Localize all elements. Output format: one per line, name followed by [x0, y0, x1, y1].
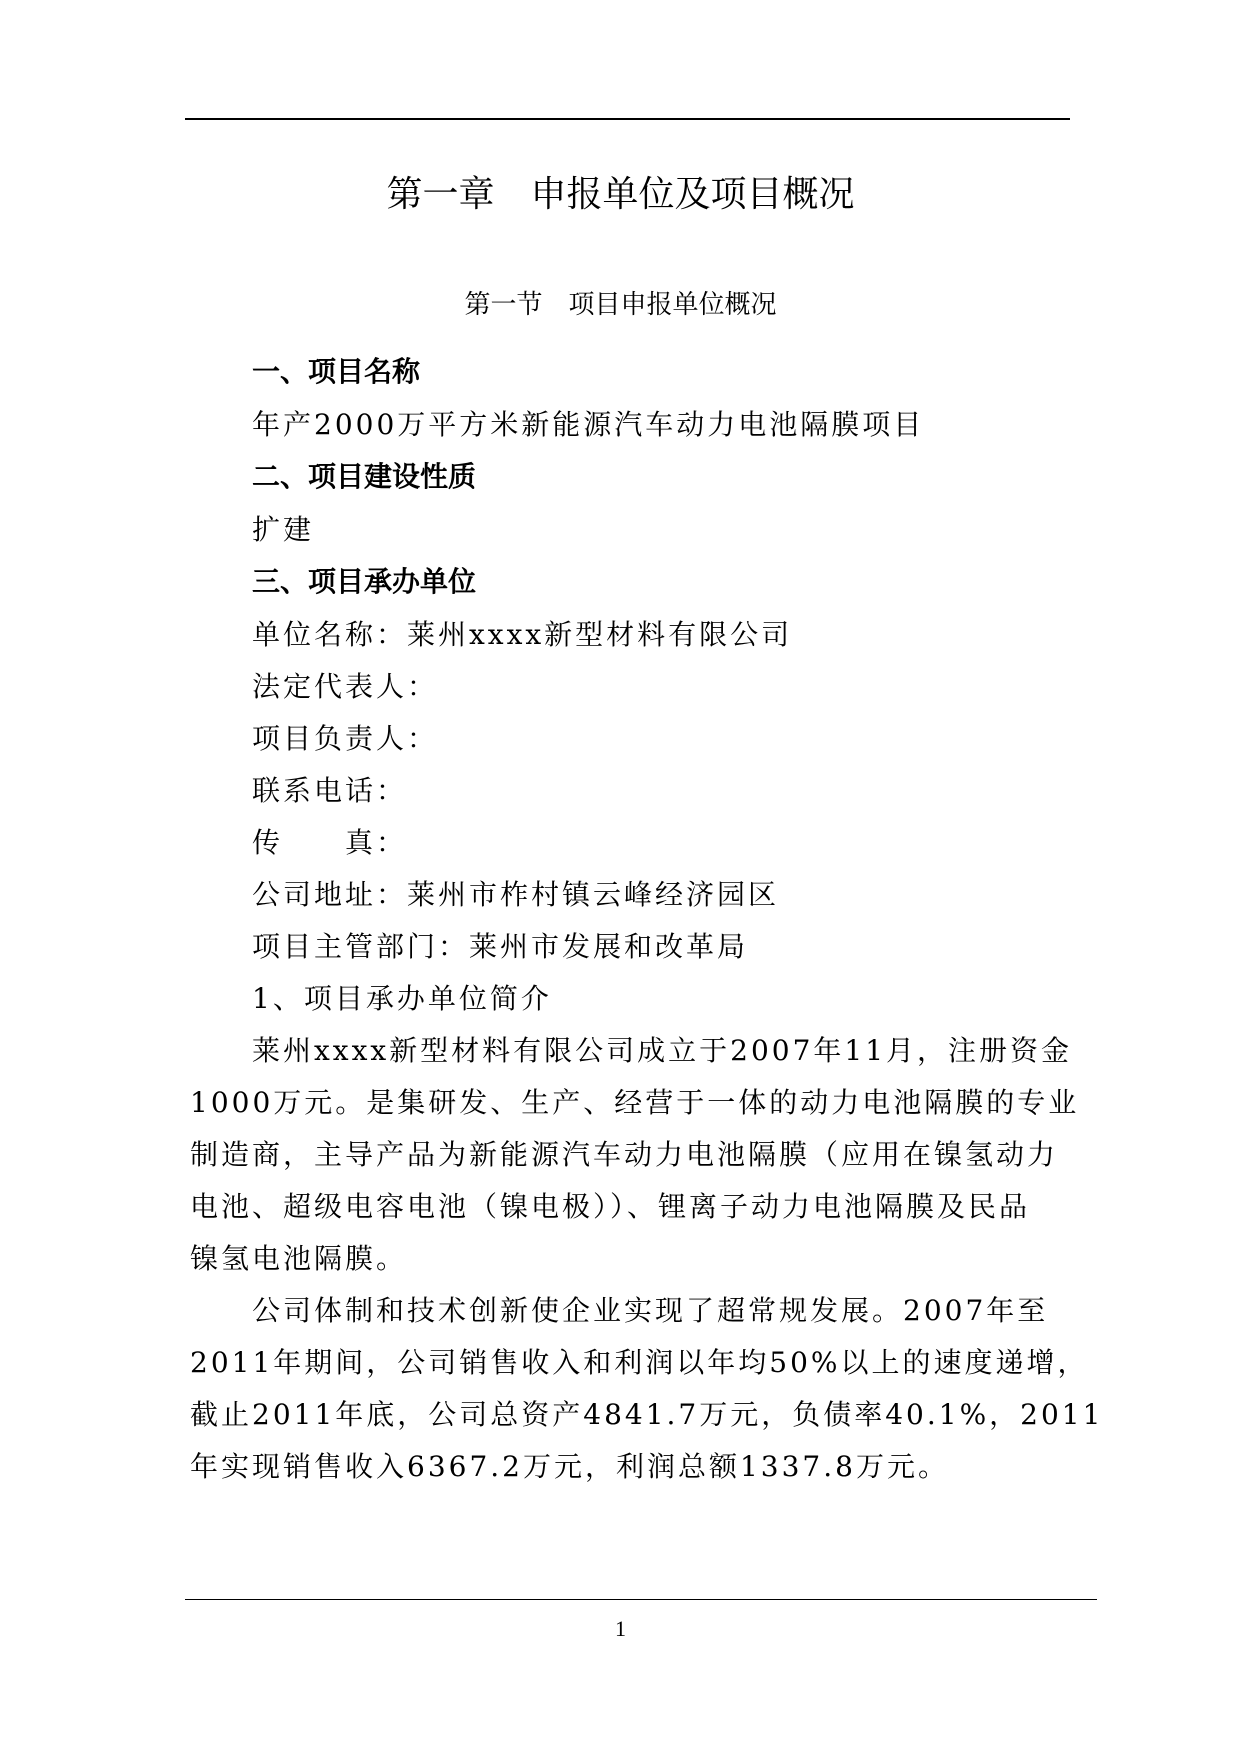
development-paragraph-line: 年实现销售收入6367.2万元，利润总额1337.8万元。 — [190, 1450, 949, 1483]
authority-line: 项目主管部门：莱州市发展和改革局 — [252, 930, 749, 963]
subheading-unit-intro: 1、项目承办单位简介 — [252, 982, 552, 1015]
intro-paragraph-line: 镍氢电池隔膜。 — [190, 1242, 408, 1275]
development-paragraph-line: 2011年期间，公司销售收入和利润以年均50%以上的速度递增， — [190, 1346, 1089, 1379]
address-line: 公司地址：莱州市柞村镇云峰经济园区 — [252, 878, 780, 911]
development-paragraph-line: 公司体制和技术创新使企业实现了超常规发展。2007年至 — [252, 1294, 1049, 1327]
project-lead-line: 项目负责人： — [252, 722, 439, 755]
intro-paragraph-line: 电池、超级电容电池（镍电极））、锂离子动力电池隔膜及民品 — [190, 1190, 1031, 1223]
page-number: 1 — [615, 1616, 626, 1641]
header-rule — [185, 118, 1070, 120]
heading-host-unit: 三、项目承办单位 — [252, 565, 477, 598]
fax-line: 传 真： — [252, 826, 408, 859]
section-title: 第一节 项目申报单位概况 — [464, 290, 777, 320]
construction-nature-text: 扩建 — [252, 513, 315, 546]
phone-line: 联系电话： — [252, 774, 408, 807]
development-paragraph-line: 截止2011年底，公司总资产4841.7万元，负债率40.1%，2011 — [190, 1398, 1104, 1431]
footer-rule — [185, 1599, 1097, 1600]
intro-paragraph-line: 制造商，主导产品为新能源汽车动力电池隔膜（应用在镍氢动力 — [190, 1138, 1059, 1171]
project-name-text: 年产2000万平方米新能源汽车动力电池隔膜项目 — [252, 408, 925, 441]
intro-paragraph-line: 莱州xxxx新型材料有限公司成立于2007年11月，注册资金 — [252, 1034, 1073, 1067]
heading-construction-nature: 二、项目建设性质 — [252, 460, 477, 493]
legal-representative-line: 法定代表人： — [252, 670, 439, 703]
unit-name-line: 单位名称：莱州xxxx新型材料有限公司 — [252, 618, 793, 651]
intro-paragraph-line: 1000万元。是集研发、生产、经营于一体的动力电池隔膜的专业 — [190, 1086, 1080, 1119]
heading-project-name: 一、项目名称 — [252, 355, 421, 388]
chapter-title: 第一章 申报单位及项目概况 — [386, 174, 855, 215]
